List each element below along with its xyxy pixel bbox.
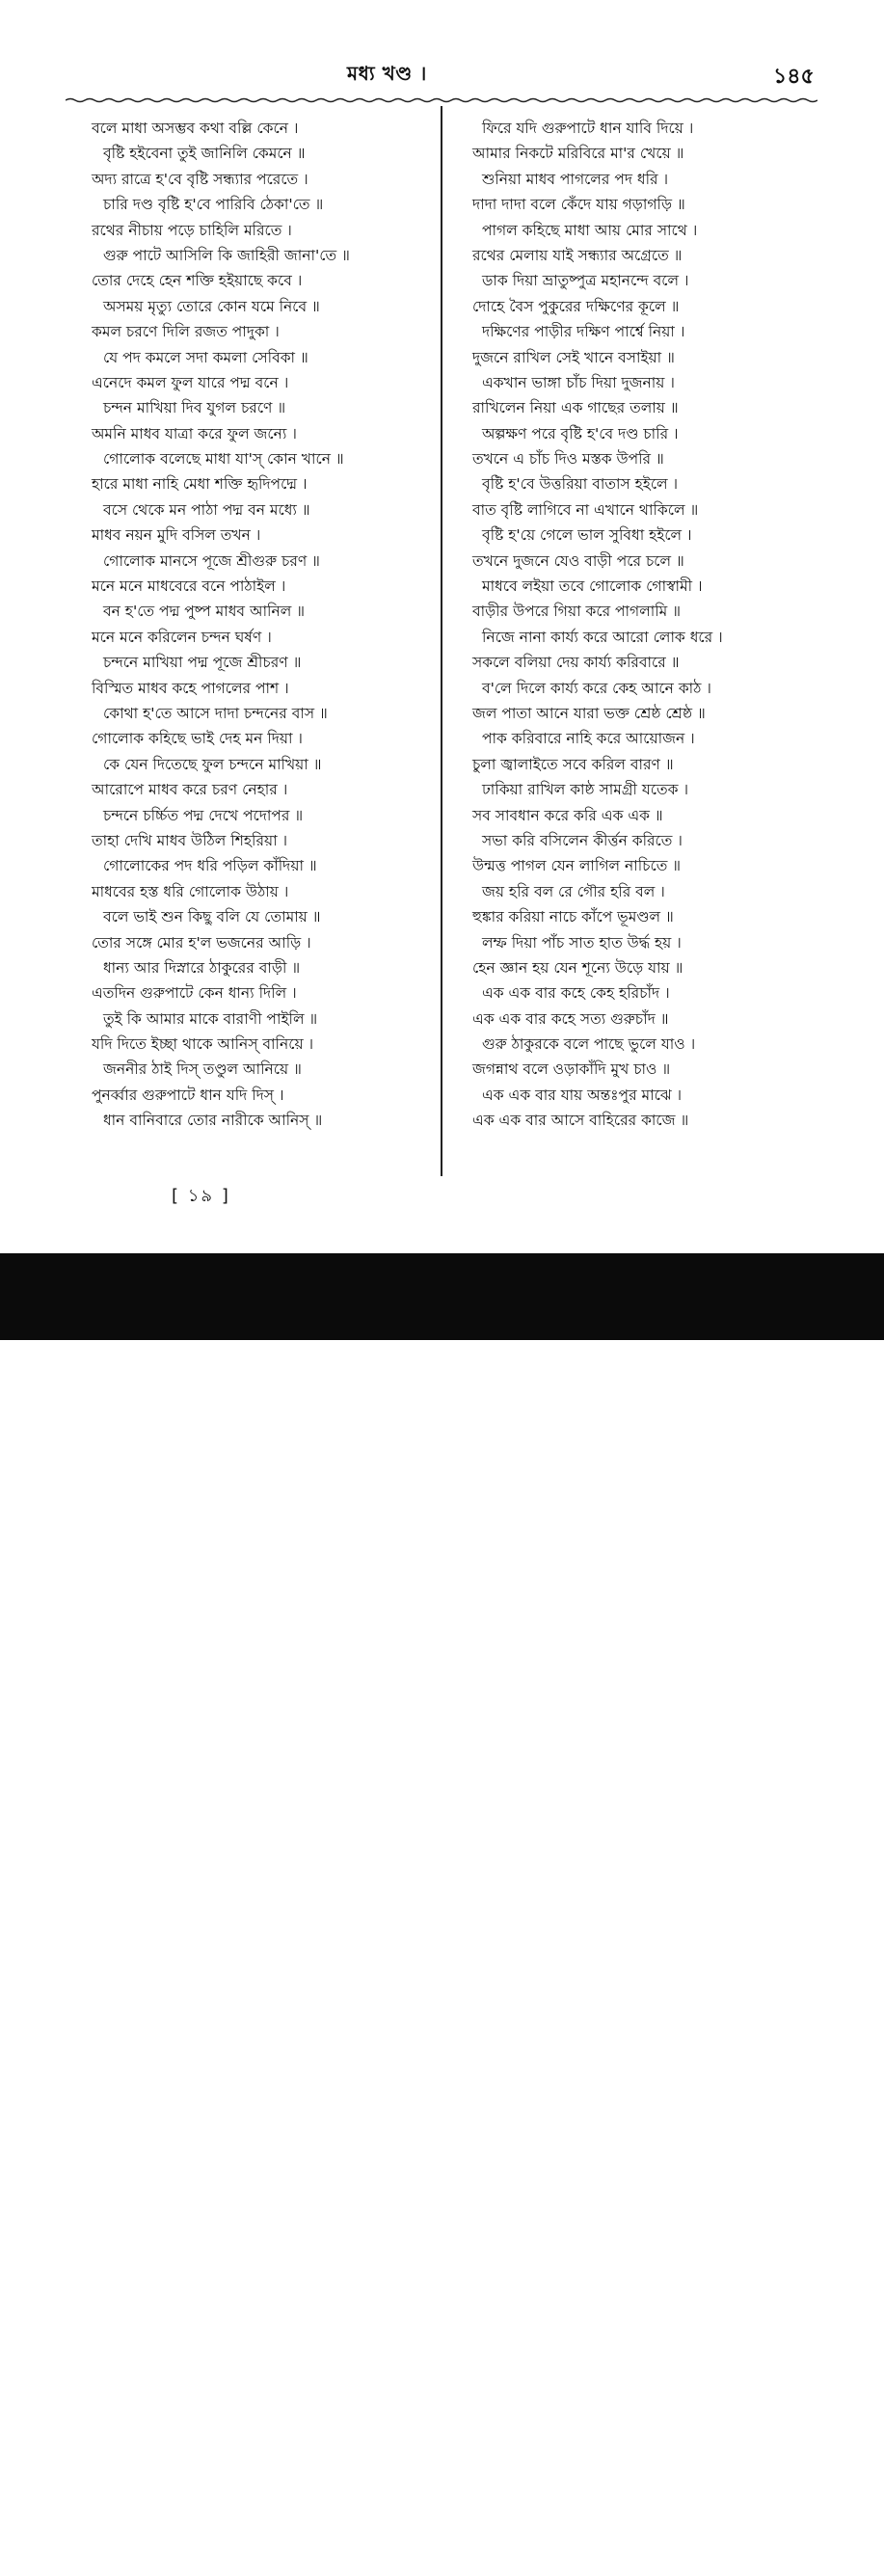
verse-line: এক এক বার আসে বাহিরের কাজে ॥ [472,1112,689,1130]
verse-line: বৃষ্টি হ'য়ে গেলে ভাল সুবিধা হইলে । [482,526,692,545]
image-id: 2BCJ5G7 [795,2524,863,2540]
verse-line: বলে ভাই শুন কিছু বলি যে তোমায় ॥ [103,908,321,926]
verse-line: ডাক দিয়া ভ্রাতুষ্পুত্র মহানন্দে বলে । [482,272,689,290]
verse-line: গোলোক বলেছে মাধা যা'স্ কোন খানে ॥ [103,450,344,469]
verse-line: রাখিলেন নিয়া এক গাছের তলায় ॥ [472,399,679,417]
verse-line: বাত বৃষ্টি লাগিবে না এখানে থাকিলে ॥ [472,500,699,519]
verse-line: মাধব নয়ন মুদি বসিল তখন । [92,526,261,545]
verse-line: গোলোক মানসে পূজে শ্রীগুরু চরণ ॥ [103,551,320,570]
verse-line: মাধবে লইয়া তবে গোলোক গোস্বামী । [482,577,703,596]
verse-line: এক এক বার যায় অন্তঃপুর মাঝে । [482,1086,683,1104]
verse-line: দক্ষিণের পাড়ীর দক্ষিণ পার্শ্বে নিয়া । [482,323,685,341]
verse-line: জগন্নাথ বলে ওড়াকাঁদি মুখ চাও ॥ [472,1060,671,1079]
verse-line: বৃষ্টি হইবেনা তুই জানিলি কেমনে ॥ [103,145,306,163]
verse-line: চন্দনে মাখিয়া পদ্ম পূজে শ্রীচরণ ॥ [103,654,302,672]
verse-line: এক এক বার কহে সত্য গুরুচাঁদ ॥ [472,1009,669,1028]
verse-line: পাগল কহিছে মাধা আয় মোর সাথে । [482,221,698,239]
verse-line: গুরু ঠাকুরকে বলে পাছে ভুলে যাও । [482,1035,696,1054]
verse-line: গুরু পাটে আসিলি কি জাহিরী জানা'তে ॥ [103,246,350,264]
verse-line: তখনে এ চাঁচ দিও মস্তক উপরি ॥ [472,450,664,469]
verse-line: আমার নিকটে মরিবিরে মা'র খেয়ে ॥ [472,145,684,163]
verse-line: সকলে বলিয়া দেয় কার্য্য করিবারে ॥ [472,654,680,672]
verse-line: এতদিন গুরুপাটে কেন ধান্য দিলি । [92,984,297,1003]
verse-line: অদ্য রাত্রে হ'বে বৃষ্টি সন্ধ্যার পরেতে । [92,170,308,188]
verse-line: লম্ফ দিয়া পাঁচ সাত হাত উর্দ্ধ হয় । [482,933,682,952]
verse-line: রথের মেলায় যাই সন্ধ্যার অগ্রেতে ॥ [472,246,683,264]
watermark-bar [0,1253,884,2575]
signature-mark: [ ১৯ ] [172,1186,230,1206]
verse-line: তোর সঙ্গে মোর হ'ল ভজনের আড়ি । [92,933,311,952]
verse-line: বাড়ীর উপরে গিয়া করে পাগলামি ॥ [472,603,681,621]
verse-line: সভা করি বসিলেন কীর্ত্তন করিতে । [482,831,683,849]
verse-line: তখনে দুজনে যেও বাড়ী পরে চলে ॥ [472,551,684,570]
verse-line: চারি দণ্ড বৃষ্টি হ'বে পারিবি ঠেকা'তে ॥ [103,196,324,214]
verse-line: তুই কি আমার মাকে বারাণী পাইলি ॥ [103,1009,318,1028]
verse-line: ধান্য আর দিস্নারে ঠাকুরের বাড়ী ॥ [103,958,301,977]
verse-line: দোহে বৈস পুকুরের দক্ষিণের কূলে ॥ [472,297,680,315]
verse-line: এক এক বার কহে কেহ হরিচাঁদ । [482,984,670,1003]
left-column [92,116,429,1134]
page-number: ১৪৫ [773,65,815,89]
verse-line: হারে মাধা নাহি মেধা শক্তি হৃদিপদ্মে । [92,475,308,494]
running-title: মধ্য খণ্ড । [347,62,427,85]
watermark-url: www.alamy.com [673,2557,784,2573]
verse-line: দাদা দাদা বলে কেঁদে যায় গড়াগড়ি ॥ [472,196,685,214]
verse-line: কে যেন দিতেছে ফুল চন্দনে মাখিয়া ॥ [103,755,322,773]
verse-line: হেন জ্ঞান হয় যেন শূন্যে উড়ে যায় ॥ [472,958,683,977]
verse-line: জয় হরি বল রে গৌর হরি বল । [482,882,665,900]
verse-line: পুনর্ব্বার গুরুপাটে ধান যদি দিস্ । [92,1086,284,1104]
verse-line: অমনি মাধব যাত্রা করে ফুল জন্যে । [92,424,297,443]
verse-line: মনে মনে করিলেন চন্দন ঘর্ষণ । [92,628,272,646]
verse-line: মাধবের হস্ত ধরি গোলোক উঠায় । [92,882,289,900]
verse-line: গোলোকের পদ ধরি পড়িল কাঁদিয়া ॥ [103,857,317,875]
verse-line: চন্দন মাখিয়া দিব যুগল চরণে ॥ [103,399,286,417]
right-column [470,116,817,1134]
verse-line: জল পাতা আনে যারা ভক্ত শ্রেষ্ঠ শ্রেষ্ঠ ॥ [472,704,706,722]
verse-line: গোলোক কহিছে ভাই দেহ মন দিয়া । [92,730,303,748]
verse-line: মনে মনে মাধবেরে বনে পাঠাইল । [92,577,286,596]
verse-line: নিজে নানা কার্য্য করে আরো লোক ধরে । [482,628,723,646]
verse-line: হুঙ্কার করিয়া নাচে কাঁপে ভূমণ্ডল ॥ [472,908,674,926]
book-page [0,0,884,1253]
verse-line: একখান ভাঙ্গা চাঁচ দিয়া দুজনায় । [482,373,675,391]
verse-line: তোর দেহে হেন শক্তি হইয়াছে কবে । [92,272,303,290]
verse-line: চন্দনে চর্চ্চিত পদ্ম দেখে পদোপর ॥ [103,806,304,824]
verse-line: রথের নীচায় পড়ে চাহিলি মরিতে । [92,221,292,239]
verse-line: জননীর ঠাই দিস্ তণ্ডুল আনিয়ে ॥ [103,1060,302,1079]
verse-line: ধান বানিবারে তোর নারীকে আনিস্ ॥ [103,1112,323,1130]
verse-line: অল্পক্ষণ পরে বৃষ্টি হ'বে দণ্ড চারি । [482,424,679,443]
verse-line: বৃষ্টি হ'বে উত্তরিয়া বাতাস হইলে । [482,475,679,494]
verse-line: বসে থেকে মন পাঠা পদ্ম বন মধ্যে ॥ [103,500,310,519]
column-divider [441,106,442,1176]
verse-line: যদি দিতে ইচ্ছা থাকে আনিস্ বানিয়ে । [92,1035,314,1054]
header-rule [66,96,817,104]
verse-line: এনেদে কমল ফুল যারে পদ্ম বনে । [92,373,289,391]
verse-line: শুনিয়া মাধব পাগলের পদ ধরি । [482,170,669,188]
verse-line: অসময় মৃত্যু তোরে কোন যমে নিবে ॥ [103,297,320,315]
verse-line: বন হ'তে পদ্ম পুষ্প মাধব আনিল ॥ [103,603,305,621]
verse-line: ব'লে দিলে কার্য্য করে কেহ আনে কাঠ । [482,679,711,697]
verse-line: তাহা দেখি মাধব উঠিল শিহরিয়া । [92,831,288,849]
verse-line: ঢাকিয়া রাখিল কাষ্ঠ সামগ্রী যতেক । [482,781,688,799]
verse-line: আরোপে মাধব করে চরণ নেহার । [92,781,288,799]
verse-line: বিস্মিত মাধব কহে পাগলের পাশ । [92,679,289,697]
verse-line: কোথা হ'তে আসে দাদা চন্দনের বাস ॥ [103,704,328,722]
verse-line: দুজনে রাখিল সেই খানে বসাইয়া ॥ [472,348,675,366]
verse-line: যে পদ কমলে সদা কমলা সেবিকা ॥ [103,348,308,366]
verse-line: চুলা জ্বালাইতে সবে করিল বারণ ॥ [472,755,674,773]
verse-line: উন্মত্ত পাগল যেন লাগিল নাচিতে ॥ [472,857,682,875]
verse-line: কমল চরণে দিলি রজত পাদুকা । [92,323,280,341]
verse-line: ফিরে যদি গুরুপাটে ধান যাবি দিয়ে । [482,120,694,137]
verse-line: পাক করিবারে নাহি করে আয়োজন । [482,730,695,748]
verse-line: সব সাবধান করে করি এক এক ॥ [472,806,663,824]
alamy-logo: alamy [29,2525,150,2575]
verse-line: বলে মাধা অসম্ভব কথা বল্লি কেনে । [92,120,299,137]
